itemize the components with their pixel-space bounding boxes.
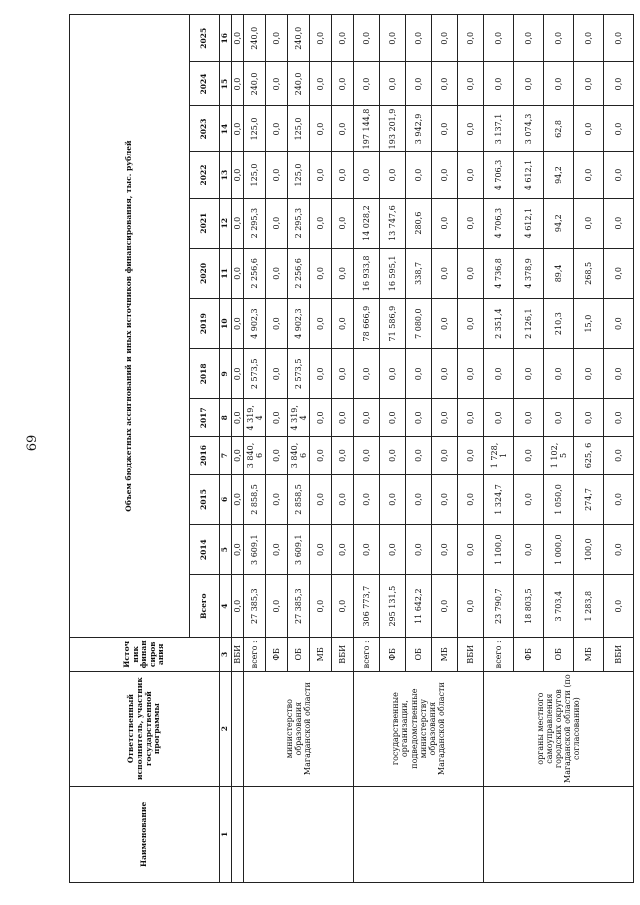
value-cell: 0,0 bbox=[406, 525, 432, 575]
year-header: 2021 bbox=[190, 198, 220, 248]
value-cell: 0,0 bbox=[380, 437, 406, 475]
value-cell: 240,0 bbox=[244, 62, 266, 106]
value-cell: 625, 6 bbox=[574, 437, 604, 475]
source-cell: ВБИ bbox=[604, 638, 634, 671]
source-cell: МБ bbox=[432, 638, 458, 671]
executor-cell bbox=[232, 671, 244, 786]
column-number: 8 bbox=[220, 399, 232, 437]
value-cell: 0,0 bbox=[232, 474, 244, 524]
value-cell: 0,0 bbox=[574, 62, 604, 106]
source-cell: ОБ bbox=[288, 638, 310, 671]
value-cell: 0,0 bbox=[354, 437, 380, 475]
value-cell: 0,0 bbox=[604, 106, 634, 152]
year-header: 2018 bbox=[190, 349, 220, 399]
source-cell: ФБ bbox=[266, 638, 288, 671]
value-cell: 0,0 bbox=[310, 525, 332, 575]
executor-cell: государственные организации, подведомственные министерству образования Магаданской области bbox=[354, 671, 484, 786]
source-cell: ВБИ bbox=[332, 638, 354, 671]
value-cell: 0,0 bbox=[332, 399, 354, 437]
value-cell: 0,0 bbox=[458, 198, 484, 248]
value-cell: 0,0 bbox=[332, 525, 354, 575]
value-cell: 0,0 bbox=[458, 152, 484, 198]
value-cell: 0,0 bbox=[232, 15, 244, 62]
value-cell: 268,5 bbox=[574, 248, 604, 298]
value-cell: 0,0 bbox=[332, 248, 354, 298]
value-cell: 0,0 bbox=[310, 349, 332, 399]
value-cell: 0,0 bbox=[266, 575, 288, 638]
value-cell: 2 256,6 bbox=[288, 248, 310, 298]
value-cell: 3 840, 6 bbox=[244, 437, 266, 475]
column-number: 4 bbox=[220, 575, 232, 638]
source-cell: МБ bbox=[310, 638, 332, 671]
source-cell: всего : bbox=[354, 638, 380, 671]
year-header: 2019 bbox=[190, 299, 220, 349]
year-header: 2023 bbox=[190, 106, 220, 152]
value-cell: 1 102, 5 bbox=[544, 437, 574, 475]
value-cell: 125,0 bbox=[244, 106, 266, 152]
value-cell: 100,0 bbox=[574, 525, 604, 575]
value-cell: 0,0 bbox=[266, 349, 288, 399]
value-cell: 0,0 bbox=[266, 474, 288, 524]
value-cell: 0,0 bbox=[574, 152, 604, 198]
column-number: 15 bbox=[220, 62, 232, 106]
name-cell bbox=[244, 786, 354, 882]
value-cell: 27 385,3 bbox=[244, 575, 266, 638]
value-cell: 7 080,0 bbox=[406, 299, 432, 349]
value-cell: 0,0 bbox=[514, 62, 544, 106]
page-number: 69 bbox=[25, 434, 40, 452]
column-number: 2 bbox=[220, 671, 232, 786]
value-cell: 0,0 bbox=[574, 15, 604, 62]
value-cell: 0,0 bbox=[232, 106, 244, 152]
value-cell: 0,0 bbox=[432, 299, 458, 349]
volume-header: Объем бюджетных ассигнований и иных источников финансирования, тыс. рублей bbox=[70, 15, 190, 638]
value-cell: 0,0 bbox=[432, 15, 458, 62]
value-cell: 125,0 bbox=[288, 106, 310, 152]
value-cell: 0,0 bbox=[310, 62, 332, 106]
value-cell: 4 706,3 bbox=[484, 152, 514, 198]
value-cell: 0,0 bbox=[432, 62, 458, 106]
value-cell: 0,0 bbox=[332, 349, 354, 399]
total-header: Всего bbox=[190, 575, 220, 638]
value-cell: 240,0 bbox=[288, 15, 310, 62]
column-number: 9 bbox=[220, 349, 232, 399]
value-cell: 2 295,3 bbox=[288, 198, 310, 248]
value-cell: 0,0 bbox=[604, 474, 634, 524]
value-cell: 0,0 bbox=[604, 525, 634, 575]
value-cell: 0,0 bbox=[406, 152, 432, 198]
value-cell: 0,0 bbox=[310, 299, 332, 349]
value-cell: 0,0 bbox=[458, 106, 484, 152]
value-cell: 0,0 bbox=[354, 525, 380, 575]
value-cell: 210,3 bbox=[544, 299, 574, 349]
value-cell: 0,0 bbox=[544, 349, 574, 399]
value-cell: 0,0 bbox=[604, 575, 634, 638]
value-cell: 23 790,7 bbox=[484, 575, 514, 638]
value-cell: 0,0 bbox=[484, 62, 514, 106]
column-number: 10 bbox=[220, 299, 232, 349]
value-cell: 0,0 bbox=[458, 15, 484, 62]
value-cell: 0,0 bbox=[406, 349, 432, 399]
source-cell: ВБИ bbox=[232, 638, 244, 671]
value-cell: 13 747,6 bbox=[380, 198, 406, 248]
value-cell: 0,0 bbox=[458, 525, 484, 575]
value-cell: 0,0 bbox=[310, 474, 332, 524]
column-number: 6 bbox=[220, 474, 232, 524]
value-cell: 94,2 bbox=[544, 198, 574, 248]
value-cell: 3 074,3 bbox=[514, 106, 544, 152]
financing-table bbox=[69, 14, 634, 883]
value-cell: 0,0 bbox=[332, 106, 354, 152]
value-cell: 0,0 bbox=[574, 198, 604, 248]
value-cell: 0,0 bbox=[458, 349, 484, 399]
value-cell: 0,0 bbox=[354, 349, 380, 399]
value-cell: 0,0 bbox=[380, 349, 406, 399]
value-cell: 1 283,8 bbox=[574, 575, 604, 638]
year-header: 2024 bbox=[190, 62, 220, 106]
value-cell: 0,0 bbox=[232, 152, 244, 198]
year-header: 2016 bbox=[190, 437, 220, 475]
value-cell: 0,0 bbox=[604, 349, 634, 399]
value-cell: 3 942,9 bbox=[406, 106, 432, 152]
value-cell: 18 803,5 bbox=[514, 575, 544, 638]
column-number: 1 bbox=[220, 786, 232, 882]
value-cell: 0,0 bbox=[380, 525, 406, 575]
name-cell bbox=[484, 786, 634, 882]
value-cell: 0,0 bbox=[380, 62, 406, 106]
value-cell: 1 050,0 bbox=[544, 474, 574, 524]
column-number: 7 bbox=[220, 437, 232, 475]
value-cell: 3 137,1 bbox=[484, 106, 514, 152]
year-header: 2025 bbox=[190, 15, 220, 62]
value-cell: 2 256,6 bbox=[244, 248, 266, 298]
value-cell: 0,0 bbox=[432, 437, 458, 475]
value-cell: 0,0 bbox=[232, 299, 244, 349]
value-cell: 3 840, 6 bbox=[288, 437, 310, 475]
value-cell: 0,0 bbox=[514, 349, 544, 399]
value-cell: 0,0 bbox=[332, 15, 354, 62]
value-cell: 0,0 bbox=[354, 399, 380, 437]
column-number: 14 bbox=[220, 106, 232, 152]
value-cell: 0,0 bbox=[604, 437, 634, 475]
value-cell: 0,0 bbox=[458, 62, 484, 106]
value-cell: 0,0 bbox=[380, 152, 406, 198]
value-cell: 4 736,8 bbox=[484, 248, 514, 298]
value-cell: 193 201,9 bbox=[380, 106, 406, 152]
source-header: Источ ник финан сиров ания bbox=[70, 638, 220, 671]
year-header: 2017 bbox=[190, 399, 220, 437]
column-number-row bbox=[220, 15, 232, 883]
value-cell: 0,0 bbox=[484, 349, 514, 399]
value-cell: 0,0 bbox=[604, 248, 634, 298]
value-cell: 0,0 bbox=[432, 152, 458, 198]
value-cell: 0,0 bbox=[458, 399, 484, 437]
value-cell: 0,0 bbox=[332, 437, 354, 475]
value-cell: 0,0 bbox=[458, 575, 484, 638]
value-cell: 0,0 bbox=[354, 62, 380, 106]
value-cell: 0,0 bbox=[266, 525, 288, 575]
year-header: 2020 bbox=[190, 248, 220, 298]
value-cell: 1 728, 1 bbox=[484, 437, 514, 475]
table-body bbox=[232, 15, 634, 883]
executor-header: Ответственный исполнитель, участник государственной программы bbox=[70, 671, 220, 786]
source-cell: ОБ bbox=[406, 638, 432, 671]
value-cell: 0,0 bbox=[406, 399, 432, 437]
column-number: 11 bbox=[220, 248, 232, 298]
value-cell: 4 612,1 bbox=[514, 198, 544, 248]
value-cell: 0,0 bbox=[406, 437, 432, 475]
value-cell: 0,0 bbox=[604, 299, 634, 349]
value-cell: 306 773,7 bbox=[354, 575, 380, 638]
value-cell: 3 609,1 bbox=[288, 525, 310, 575]
table-row bbox=[354, 15, 380, 883]
value-cell: 0,0 bbox=[232, 575, 244, 638]
value-cell: 0,0 bbox=[458, 248, 484, 298]
value-cell: 0,0 bbox=[574, 399, 604, 437]
value-cell: 0,0 bbox=[432, 474, 458, 524]
value-cell: 0,0 bbox=[266, 437, 288, 475]
value-cell: 274,7 bbox=[574, 474, 604, 524]
value-cell: 0,0 bbox=[574, 349, 604, 399]
value-cell: 240,0 bbox=[244, 15, 266, 62]
value-cell: 0,0 bbox=[332, 198, 354, 248]
value-cell: 1 100,0 bbox=[484, 525, 514, 575]
value-cell: 0,0 bbox=[484, 399, 514, 437]
value-cell: 0,0 bbox=[458, 437, 484, 475]
value-cell: 1 324,7 bbox=[484, 474, 514, 524]
value-cell: 0,0 bbox=[380, 474, 406, 524]
value-cell: 0,0 bbox=[266, 248, 288, 298]
value-cell: 0,0 bbox=[332, 474, 354, 524]
value-cell: 2 126,1 bbox=[514, 299, 544, 349]
value-cell: 0,0 bbox=[604, 62, 634, 106]
value-cell: 0,0 bbox=[266, 152, 288, 198]
value-cell: 0,0 bbox=[332, 152, 354, 198]
value-cell: 295 131,5 bbox=[380, 575, 406, 638]
value-cell: 4 902,3 bbox=[288, 299, 310, 349]
column-number: 12 bbox=[220, 198, 232, 248]
value-cell: 0,0 bbox=[310, 198, 332, 248]
value-cell: 0,0 bbox=[232, 62, 244, 106]
value-cell: 0,0 bbox=[458, 299, 484, 349]
value-cell: 0,0 bbox=[604, 198, 634, 248]
value-cell: 0,0 bbox=[310, 575, 332, 638]
value-cell: 0,0 bbox=[514, 525, 544, 575]
rotated-page bbox=[25, 14, 624, 883]
value-cell: 4 378,9 bbox=[514, 248, 544, 298]
value-cell: 0,0 bbox=[380, 15, 406, 62]
year-header: 2014 bbox=[190, 525, 220, 575]
value-cell: 0,0 bbox=[432, 575, 458, 638]
value-cell: 0,0 bbox=[232, 525, 244, 575]
value-cell: 15,0 bbox=[574, 299, 604, 349]
value-cell: 0,0 bbox=[266, 299, 288, 349]
value-cell: 0,0 bbox=[432, 248, 458, 298]
value-cell: 0,0 bbox=[544, 62, 574, 106]
value-cell: 0,0 bbox=[604, 152, 634, 198]
value-cell: 0,0 bbox=[266, 62, 288, 106]
value-cell: 0,0 bbox=[232, 399, 244, 437]
value-cell: 2 573,5 bbox=[244, 349, 266, 399]
value-cell: 0,0 bbox=[380, 399, 406, 437]
value-cell: 0,0 bbox=[310, 399, 332, 437]
value-cell: 197 144,8 bbox=[354, 106, 380, 152]
value-cell: 0,0 bbox=[604, 15, 634, 62]
value-cell: 0,0 bbox=[432, 525, 458, 575]
value-cell: 240,0 bbox=[288, 62, 310, 106]
name-cell bbox=[232, 786, 244, 882]
value-cell: 2 858,5 bbox=[244, 474, 266, 524]
value-cell: 0,0 bbox=[266, 15, 288, 62]
value-cell: 0,0 bbox=[266, 399, 288, 437]
value-cell: 4 902,3 bbox=[244, 299, 266, 349]
value-cell: 0,0 bbox=[544, 15, 574, 62]
value-cell: 280,6 bbox=[406, 198, 432, 248]
value-cell: 0,0 bbox=[266, 198, 288, 248]
value-cell: 338,7 bbox=[406, 248, 432, 298]
column-number: 3 bbox=[220, 638, 232, 671]
year-header: 2022 bbox=[190, 152, 220, 198]
source-cell: всего : bbox=[244, 638, 266, 671]
value-cell: 94,2 bbox=[544, 152, 574, 198]
column-number: 5 bbox=[220, 525, 232, 575]
table-row bbox=[232, 15, 244, 883]
value-cell: 0,0 bbox=[232, 198, 244, 248]
value-cell: 0,0 bbox=[406, 474, 432, 524]
value-cell: 0,0 bbox=[406, 62, 432, 106]
value-cell: 78 666,9 bbox=[354, 299, 380, 349]
value-cell: 62,8 bbox=[544, 106, 574, 152]
value-cell: 4 612,1 bbox=[514, 152, 544, 198]
value-cell: 16 595,1 bbox=[380, 248, 406, 298]
value-cell: 16 933,8 bbox=[354, 248, 380, 298]
table-row bbox=[484, 15, 514, 883]
value-cell: 4 706,3 bbox=[484, 198, 514, 248]
value-cell: 89,4 bbox=[544, 248, 574, 298]
value-cell: 0,0 bbox=[232, 349, 244, 399]
value-cell: 0,0 bbox=[406, 15, 432, 62]
value-cell: 0,0 bbox=[432, 399, 458, 437]
value-cell: 0,0 bbox=[458, 474, 484, 524]
source-cell: ФБ bbox=[514, 638, 544, 671]
value-cell: 0,0 bbox=[432, 198, 458, 248]
value-cell: 0,0 bbox=[354, 474, 380, 524]
value-cell: 0,0 bbox=[310, 248, 332, 298]
value-cell: 0,0 bbox=[544, 399, 574, 437]
value-cell: 2 858,5 bbox=[288, 474, 310, 524]
source-cell: ФБ bbox=[380, 638, 406, 671]
value-cell: 0,0 bbox=[232, 248, 244, 298]
value-cell: 2 295,3 bbox=[244, 198, 266, 248]
column-number: 13 bbox=[220, 152, 232, 198]
value-cell: 0,0 bbox=[574, 106, 604, 152]
source-cell: всего : bbox=[484, 638, 514, 671]
value-cell: 0,0 bbox=[310, 437, 332, 475]
value-cell: 0,0 bbox=[354, 152, 380, 198]
value-cell: 0,0 bbox=[310, 106, 332, 152]
value-cell: 0,0 bbox=[432, 349, 458, 399]
value-cell: 0,0 bbox=[514, 399, 544, 437]
source-cell: ОБ bbox=[544, 638, 574, 671]
value-cell: 4 319, 4 bbox=[244, 399, 266, 437]
value-cell: 0,0 bbox=[432, 106, 458, 152]
value-cell: 2 351,4 bbox=[484, 299, 514, 349]
value-cell: 4 319, 4 bbox=[288, 399, 310, 437]
value-cell: 3 609,1 bbox=[244, 525, 266, 575]
value-cell: 0,0 bbox=[514, 474, 544, 524]
value-cell: 27 385,3 bbox=[288, 575, 310, 638]
value-cell: 125,0 bbox=[244, 152, 266, 198]
value-cell: 0,0 bbox=[232, 437, 244, 475]
value-cell: 0,0 bbox=[604, 399, 634, 437]
name-cell bbox=[354, 786, 484, 882]
value-cell: 71 586,9 bbox=[380, 299, 406, 349]
value-cell: 2 573,5 bbox=[288, 349, 310, 399]
name-header: Наименование bbox=[70, 786, 220, 882]
value-cell: 3 703,4 bbox=[544, 575, 574, 638]
value-cell: 0,0 bbox=[484, 15, 514, 62]
value-cell: 0,0 bbox=[332, 575, 354, 638]
source-cell: ВБИ bbox=[458, 638, 484, 671]
value-cell: 0,0 bbox=[310, 15, 332, 62]
source-cell: МБ bbox=[574, 638, 604, 671]
value-cell: 0,0 bbox=[514, 15, 544, 62]
executor-cell: министерство образования Магаданской области bbox=[244, 671, 354, 786]
value-cell: 1 000,0 bbox=[544, 525, 574, 575]
value-cell: 14 028,2 bbox=[354, 198, 380, 248]
value-cell: 0,0 bbox=[310, 152, 332, 198]
column-number: 16 bbox=[220, 15, 232, 62]
value-cell: 0,0 bbox=[354, 15, 380, 62]
value-cell: 125,0 bbox=[288, 152, 310, 198]
value-cell: 0,0 bbox=[332, 62, 354, 106]
table-row bbox=[244, 15, 266, 883]
value-cell: 0,0 bbox=[266, 106, 288, 152]
value-cell: 0,0 bbox=[514, 437, 544, 475]
executor-cell: органы местного самоуправления городских округов Магаданской области (по согласованию) bbox=[484, 671, 634, 786]
value-cell: 11 642,2 bbox=[406, 575, 432, 638]
year-header: 2015 bbox=[190, 474, 220, 524]
value-cell: 0,0 bbox=[332, 299, 354, 349]
